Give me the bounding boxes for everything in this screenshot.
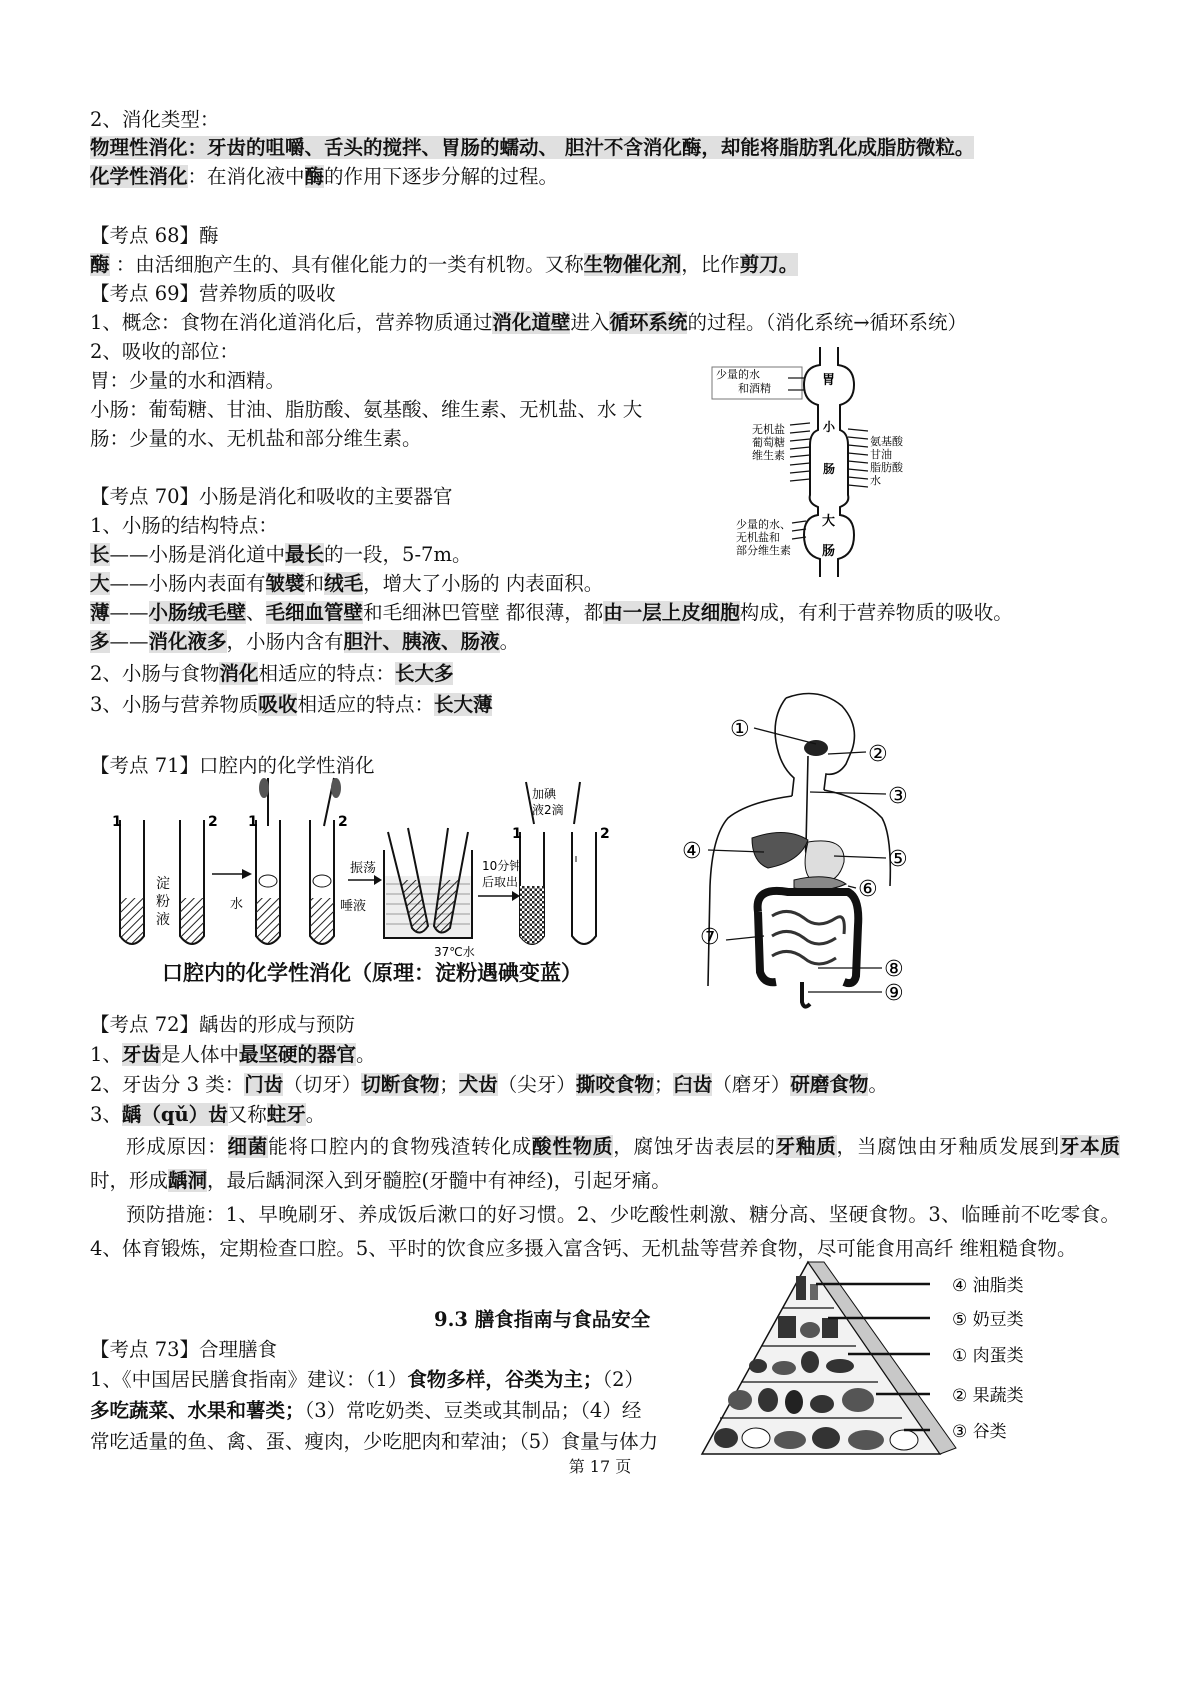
k70-large-e: ，增大了小肠的 内表面积。 [363,572,604,595]
gut-si-left-2: 葡萄糖 [752,436,785,449]
body-num-3: ③ [888,784,908,809]
k70-thin-b: 小肠绒毛壁 [148,601,247,624]
pyramid-label-fruit-veg: ② 果蔬类 [952,1386,1024,1406]
exp-ten-min-1: 10分钟 [482,859,522,873]
exp-n2-c: 2 [600,826,610,842]
pyramid-label-grain: ③ 谷类 [952,1422,1007,1442]
section-9-3-title: 9.3 膳食指南与食品安全 [434,1308,651,1331]
exp-n1-c: 1 [512,826,522,842]
k72-cause [90,1130,1120,1198]
k70-long [90,540,471,570]
physical-colon: ： [187,136,208,159]
exp-iodine-1: 加碘 [532,787,557,801]
k72-l1-b: 牙齿 [121,1043,161,1066]
gut-stomach-in-1: 少量的水 [716,368,760,381]
k72-cause-k: ，最后龋洞深入到牙髓腔(牙髓中有神经)，引起牙痛。 [207,1169,671,1192]
k72-cause-e: ，腐蚀牙齿表层的 [613,1135,776,1158]
k68-term: 酶 [90,253,110,276]
pyramid-label-oil: ④ 油脂类 [952,1276,1024,1296]
k72-cause-h: 牙本质 [1059,1135,1120,1158]
k70-large-d: 绒毛 [324,572,364,595]
exp-shake: 振荡 [350,861,377,876]
k72-cause-a: 形成原因： [126,1135,228,1158]
digestion-types-heading: 2、消化类型： [90,108,220,131]
k70-many-key: 多 [90,630,110,653]
k68-text-1: ：由活细胞产生的、具有催化能力的一类有机物。又称 [109,253,584,276]
k72-cause-j: 龋洞 [168,1169,208,1192]
gut-li-left-1: 少量的水、 [736,518,791,531]
k70-many-d: 胆汁、胰液、肠液 [343,630,500,653]
physical-digestion-label: 物理性消化 [90,136,188,159]
k70-thin-f: 由一层上皮细胞 [603,601,740,624]
k70-large-b: 皱襞 [265,572,305,595]
k70-thin-g: 构成，有利于营养物质的吸收。 [739,601,1013,624]
k70-l3-d: 长大薄 [433,693,493,716]
k72-l2-b: 门齿 [244,1073,284,1096]
k69-site-heading: 2、吸收的部位： [90,340,239,363]
k69-title: 【考点 69】营养物质的吸收 [90,282,336,305]
exp-n1-a: 1 [112,814,122,830]
k72-l2-m: 。 [868,1073,888,1096]
k72-l3-d: 蛀牙 [266,1103,306,1126]
k73-l2-b: （3）常吃奶类、豆类或其制品；（4）经 [304,1399,642,1422]
k68-line [90,250,798,280]
enzyme-keyword: 酶 [304,165,325,188]
k73-l1-b: 食物多样，谷类为主； [407,1368,603,1391]
gut-stomach-in-2: 和酒精 [738,382,771,395]
k72-hardest [90,1040,375,1070]
chemical-text-1: ：在消化液中 [187,165,305,188]
k68-key-2: 剪刀。 [739,253,799,276]
k72-cause-c: 能将口腔内的食物残渣转化成 [268,1135,533,1158]
k72-l3-c: 又称 [227,1103,267,1126]
k70-large-key: 大 [90,572,110,595]
physical-digestion-line [90,133,974,163]
k69-small-intestine: 小肠：葡萄糖、甘油、脂肪酸、氨基酸、维生素、无机盐、水 大 [90,398,643,421]
k68-text-2: ，比作 [681,253,740,276]
body-num-8: ⑧ [884,957,904,982]
k70-digestion-fit [90,659,453,689]
k72-l2-i: ； [653,1073,674,1096]
k70-l3-c: 相适应的特点： [297,693,434,716]
k68-key-1: 生物催化剂 [583,253,682,276]
k70-long-b: 最长 [285,543,325,566]
k70-many [90,627,519,657]
k70-many-c: ，小肠内含有 [226,630,344,653]
k73-line-3: 常吃适量的鱼、禽、蛋、瘦肉，少吃肥肉和荤油；（5）食量与体力 [90,1430,659,1453]
exp-n1-b: 1 [248,814,258,830]
k73-line-1 [90,1365,644,1395]
k72-l2-d: 切断食物 [361,1073,440,1096]
k72-l1-d: 最坚硬的器官 [238,1043,356,1066]
k72-l2-c: （切牙） [283,1073,362,1096]
k70-thin-e: 和毛细淋巴管壁 都很薄，都 [363,601,604,624]
k72-l2-e: ； [439,1073,459,1096]
k72-l2-f: 犬齿 [458,1073,498,1096]
gut-li-label-1: 大 [822,514,836,529]
k69-key-2: 循环系统 [609,311,688,334]
k70-many-a: —— [109,630,149,653]
pyramid-label-dairy: ⑤ 奶豆类 [952,1310,1024,1330]
gut-si-right-4: 水 [870,474,881,487]
gut-si-right-2: 甘油 [870,448,892,461]
k71-title: 【考点 71】口腔内的化学性消化 [90,754,375,777]
exp-ten-min-2: 后取出 [482,875,519,889]
gut-si-right-3: 脂肪酸 [870,461,903,474]
k70-l2-c: 相适应的特点： [258,662,395,685]
k73-l1-a: 1、《中国居民膳食指南》建议：（1） [90,1368,408,1391]
k73-line-2 [90,1396,641,1426]
k70-long-c: 的一段，5-7m。 [324,543,472,566]
body-num-6: ⑥ [858,877,878,902]
k69-text-c: 的过程。（消化系统→循环系统） [687,311,968,334]
exp-saliva: 唾液 [340,899,367,914]
k70-long-key: 长 [90,543,110,566]
experiment-caption: 口腔内的化学性消化（原理：淀粉遇碘变蓝） [162,961,582,985]
chemical-digestion-line [90,162,558,192]
k72-cause-g: ，当腐蚀由牙釉质发展到 [836,1135,1060,1158]
food-pyramid-figure [698,1258,1058,1458]
k69-stomach: 胃：少量的水和酒精。 [90,369,286,392]
k72-cause-i: 时，形成 [90,1169,169,1192]
k70-l3-b: 吸收 [258,693,298,716]
k73-title: 【考点 73】合理膳食 [90,1338,278,1361]
exp-starch-3: 液 [156,912,170,928]
k70-large-a: ——小肠内表面有 [109,572,266,595]
k72-l3-e: 。 [305,1103,326,1126]
k72-l3-b: 龋（qǔ）齿 [121,1103,228,1126]
k72-l2-j: 臼齿 [673,1073,713,1096]
k70-thin [90,598,1013,628]
gut-li-left-2: 无机盐和 [736,531,780,544]
gut-si-label-2: 肠 [823,462,836,476]
k72-l2-a: 2、牙齿分 3 类： [90,1073,245,1096]
body-num-2: ② [868,742,888,767]
k70-absorption-fit [90,690,492,720]
k70-many-e: 。 [499,630,520,653]
k72-title: 【考点 72】龋齿的形成与预防 [90,1013,356,1036]
pyramid-label-meat: ① 肉蛋类 [952,1346,1024,1366]
starch-experiment-figure [112,776,632,988]
body-num-9: ⑨ [884,981,904,1006]
k70-structure-heading: 1、小肠的结构特点： [90,514,278,537]
k73-l2-a: 多吃蔬菜、水果和薯类； [90,1399,305,1422]
k70-l2-d: 长大多 [394,662,454,685]
physical-digestion-body: 牙齿的咀嚼、舌头的搅拌、胃肠的蠕动、 胆汁不含消化酶，却能将脂肪乳化成脂肪微粒 [207,136,955,159]
body-num-5: ⑤ [888,847,908,872]
gut-stomach-label: 胃 [822,373,836,388]
k70-l3-a: 3、小肠与营养物质 [90,693,259,716]
gut-li-left-3: 部分维生素 [736,544,791,557]
k72-l1-a: 1、 [90,1043,122,1066]
k72-l3-a: 3、 [90,1103,122,1126]
k72-caries [90,1100,325,1130]
exp-starch-2: 粉 [156,894,170,910]
body-num-1: ① [730,717,750,742]
k72-teeth-types [90,1070,888,1100]
body-num-7: ⑦ [700,925,720,950]
k70-thin-key: 薄 [90,601,110,624]
absorption-diagram [700,345,920,580]
k69-key-1: 消化道壁 [492,311,571,334]
k72-l2-l: 研磨食物 [790,1073,869,1096]
k72-l2-g: （尖牙） [497,1073,576,1096]
physical-end: 。 [954,136,975,159]
k70-many-b: 消化液多 [148,630,227,653]
k72-prevention: 预防措施：1、早晚刷牙、养成饭后漱口的好习惯。2、少吃酸性刺激、糖分高、坚硬食物。3、临睡前不吃零食。4、体育锻炼，定期检查口腔。5、平时的饮食应多摄入富含钙、无机盐等营养食物，尽可能食用高纤 维粗糙食物。 [90,1203,1120,1260]
k70-l2-b: 消化 [219,662,259,685]
k70-long-a: ——小肠是消化道中 [109,543,286,566]
gut-li-label-2: 肠 [822,544,836,559]
k72-l1-e: 。 [355,1043,376,1066]
k69-concept [90,308,967,338]
exp-water: 水 [230,897,244,912]
k72-cause-b: 细菌 [227,1135,269,1158]
k72-l1-c: 是人体中 [160,1043,239,1066]
exp-starch-1: 淀 [156,876,170,892]
chemical-digestion-label: 化学性消化 [90,165,188,188]
page-number: 第 17 页 [568,1457,632,1476]
k70-thin-d: 毛细血管壁 [265,601,364,624]
k70-thin-c: 、 [246,601,266,624]
gut-si-left-3: 维生素 [752,449,785,462]
k68-title: 【考点 68】酶 [90,224,219,247]
k72-l2-k: （磨牙） [712,1073,791,1096]
digestive-system-figure [668,686,930,1020]
k70-large [90,569,603,599]
gut-si-label-1: 小 [823,420,836,434]
k69-text-b: 进入 [570,311,610,334]
chemical-text-2: 的作用下逐步分解的过程。 [324,165,559,188]
k73-l1-c: （2） [602,1368,645,1391]
k69-large-intestine: 肠：少量的水、无机盐和部分维生素。 [90,427,422,450]
gut-si-right-1: 氨基酸 [870,435,903,448]
k72-cause-f: 牙釉质 [775,1135,837,1158]
k69-text-a: 1、概念：食物在消化道消化后，营养物质通过 [90,311,493,334]
k70-large-c: 和 [304,572,325,595]
gut-si-left-1: 无机盐 [752,423,785,436]
k70-title: 【考点 70】小肠是消化和吸收的主要器官 [90,485,453,508]
k72-cause-d: 酸性物质 [532,1135,614,1158]
exp-n2-a: 2 [208,814,218,830]
k70-l2-a: 2、小肠与食物 [90,662,220,685]
exp-iodine-2: 液2滴 [532,803,564,817]
exp-temp: 37℃水 [434,945,475,959]
exp-n2-b: 2 [338,814,348,830]
k70-thin-a: —— [109,601,149,624]
body-num-4: ④ [682,839,702,864]
k72-l2-h: 撕咬食物 [575,1073,654,1096]
